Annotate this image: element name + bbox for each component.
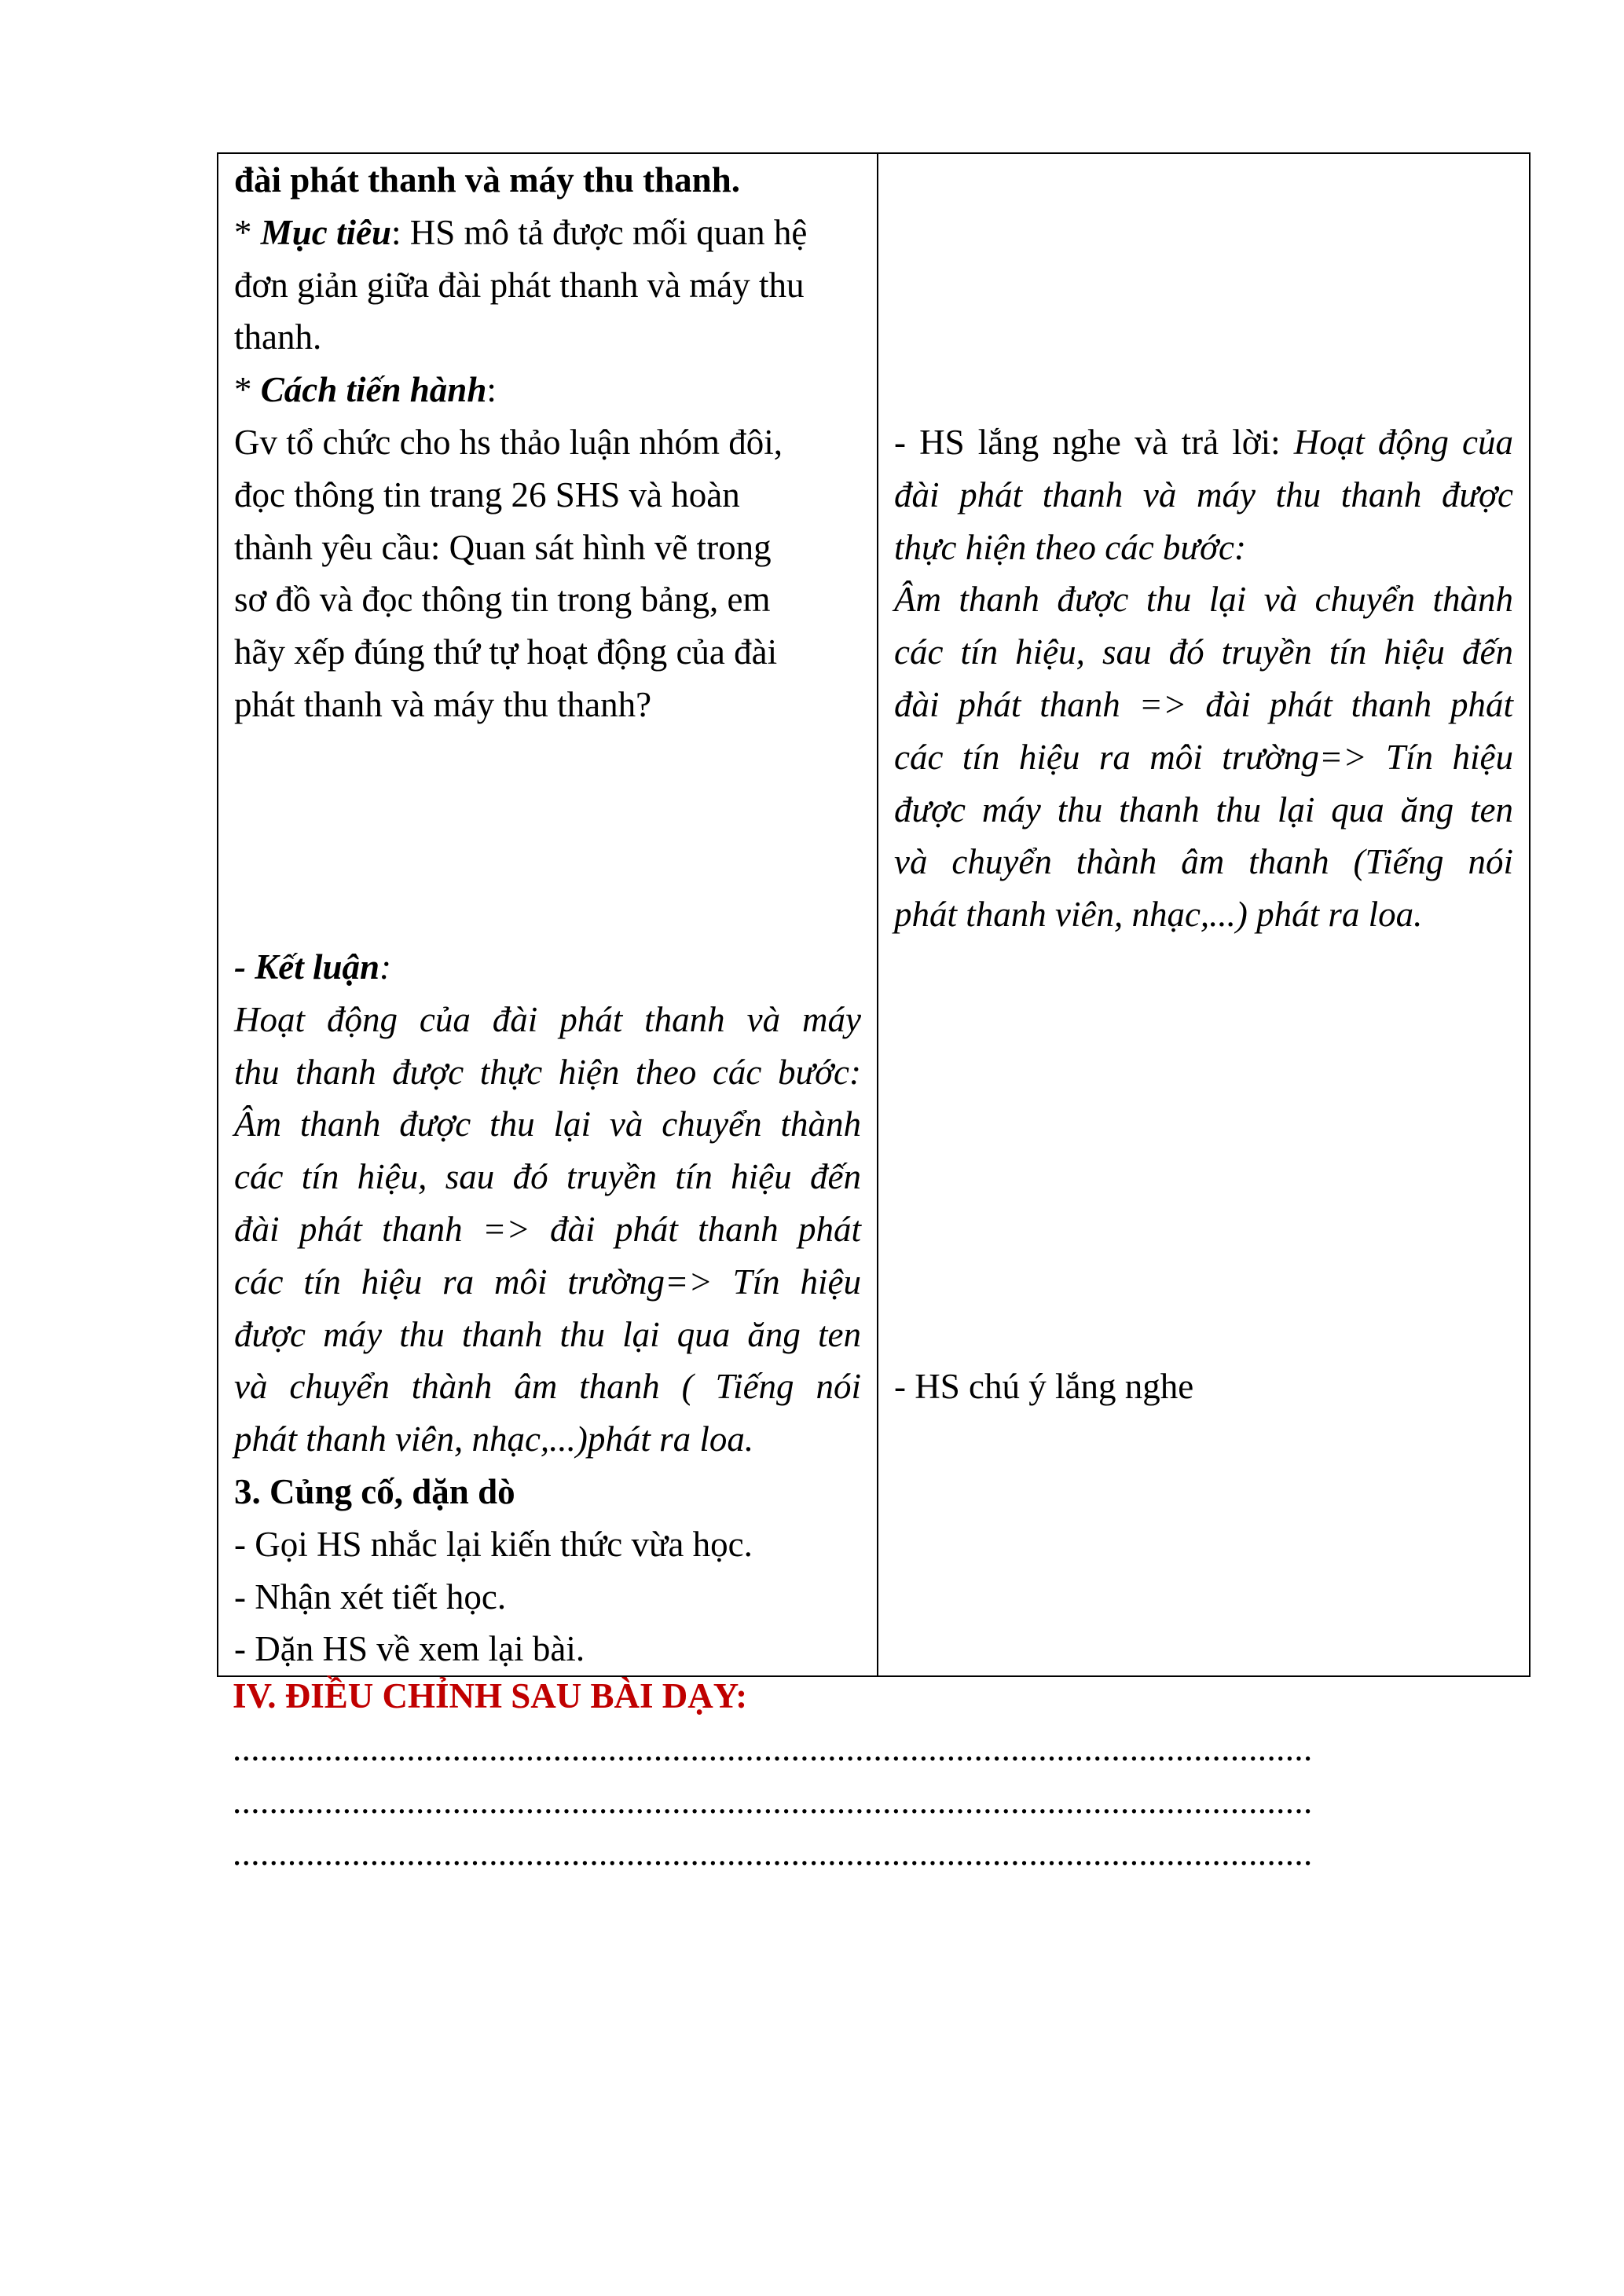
spacer [234,888,861,941]
adjustment-section [233,1670,1490,1880]
spacer [894,259,1513,312]
conclusion-line: được máy thu thanh thu lại qua ăng ten [234,1314,861,1354]
adjustment-heading: IV. ĐIỀU CHỈNH SAU BÀI DẠY: [233,1676,748,1716]
section-3-item: - Gọi HS nhắc lại kiến thức vừa học. [234,1524,753,1564]
answer-line: Âm thanh được thu lại và chuyển thành [894,580,1513,620]
conclusion-line: phát thanh viên, nhạc,...)phát ra loa. [234,1419,754,1459]
conclusion-line: đài phát thanh => đài phát thanh phát [234,1209,861,1249]
conclusion-line: các tín hiệu, sau đó truyền tín hiệu đến [234,1157,861,1197]
answer-line: các tín hiệu, sau đó truyền tín hiệu đến [894,632,1513,672]
spacer [894,207,1513,259]
task-line: phát thanh và máy thu thanh? [234,684,652,724]
spacer [234,731,861,784]
answer-line: phát thanh viên, nhạc,...) phát ra loa. [894,895,1423,935]
muc-tieu-label: Mục tiêu [260,212,392,252]
conclusion-line: Hoạt động của đài phát thanh và máy [234,999,861,1039]
dotted-line: ...................................................................................................................... [233,1833,1313,1873]
conclusion-line: Âm thanh được thu lại và chuyển thành [234,1104,861,1144]
spacer [234,784,861,837]
dotted-line: ...................................................................................................................... [233,1728,1313,1768]
answer-first-line [894,416,1513,469]
task-line: hãy xếp đúng thứ tự hoạt động của đài [234,632,778,672]
listen-line: - HS chú ý lắng nghe [894,1367,1194,1407]
answer-italic-start: Hoạt động của [1293,422,1513,462]
answer-line: được máy thu thanh thu lại qua ăng ten [894,789,1513,829]
answer-line: thực hiện theo các bước: [894,527,1246,567]
spacer [234,836,861,888]
conclusion-line: thu thanh được thực hiện theo các bước: [234,1052,861,1092]
spacer [894,1098,1513,1151]
spacer [894,1203,1513,1256]
muc-tieu-text-2: đơn giản giữa đài phát thanh và máy thu [234,265,805,305]
section-3-item: - Dặn HS về xem lại bài. [234,1629,585,1669]
muc-tieu-line: * Mục tiêu: HS mô tả được mối quan hệ [234,212,808,252]
spacer [894,1151,1513,1203]
spacer [894,1256,1513,1309]
teacher-activity-cell [218,153,878,1676]
spacer [894,1046,1513,1099]
task-line: thành yêu cầu: Quan sát hình vẽ trong [234,527,772,567]
table-row [218,153,1530,1676]
ket-luan-line: - Kết luận: [234,947,392,987]
cach-tien-hanh-line: * Cách tiến hành: [234,370,497,410]
activity-title: đài phát thanh và máy thu thanh. [234,160,740,200]
answer-line: các tín hiệu ra môi trường=> Tín hiệu [894,737,1513,777]
task-line: Gv tổ chức cho hs thảo luận nhóm đôi, [234,422,783,462]
dotted-line: ...................................................................................................................... [233,1781,1313,1821]
student-activity-cell [878,153,1530,1676]
section-3-item: - Nhận xét tiết học. [234,1576,507,1617]
spacer [894,1309,1513,1361]
task-line: sơ đồ và đọc thông tin trong bảng, em [234,580,771,620]
section-3-title: 3. Củng cố, dặn dò [234,1471,515,1511]
answer-line: đài phát thanh => đài phát thanh phát [894,684,1513,724]
answer-line: đài phát thanh và máy thu thanh được [894,474,1513,514]
muc-tieu-text-3: thanh. [234,317,322,357]
conclusion-line: và chuyển thành âm thanh ( Tiếng nói [234,1367,861,1407]
conclusion-line: các tín hiệu ra môi trường=> Tín hiệu [234,1262,861,1302]
spacer [894,154,1513,207]
spacer [894,364,1513,416]
answer-line: và chuyển thành âm thanh (Tiếng nói [894,842,1513,882]
spacer [894,311,1513,364]
spacer [894,994,1513,1046]
lesson-table [217,152,1531,1677]
spacer [894,941,1513,994]
cach-tien-hanh-label: Cách tiến hành [260,370,487,410]
answer-prefix: - HS lắng nghe và trả lời: [894,422,1294,462]
ket-luan-label: - Kết luận [234,947,380,987]
muc-tieu-text: : HS mô tả được mối quan hệ [391,212,808,252]
task-line: đọc thông tin trang 26 SHS và hoàn [234,474,740,514]
